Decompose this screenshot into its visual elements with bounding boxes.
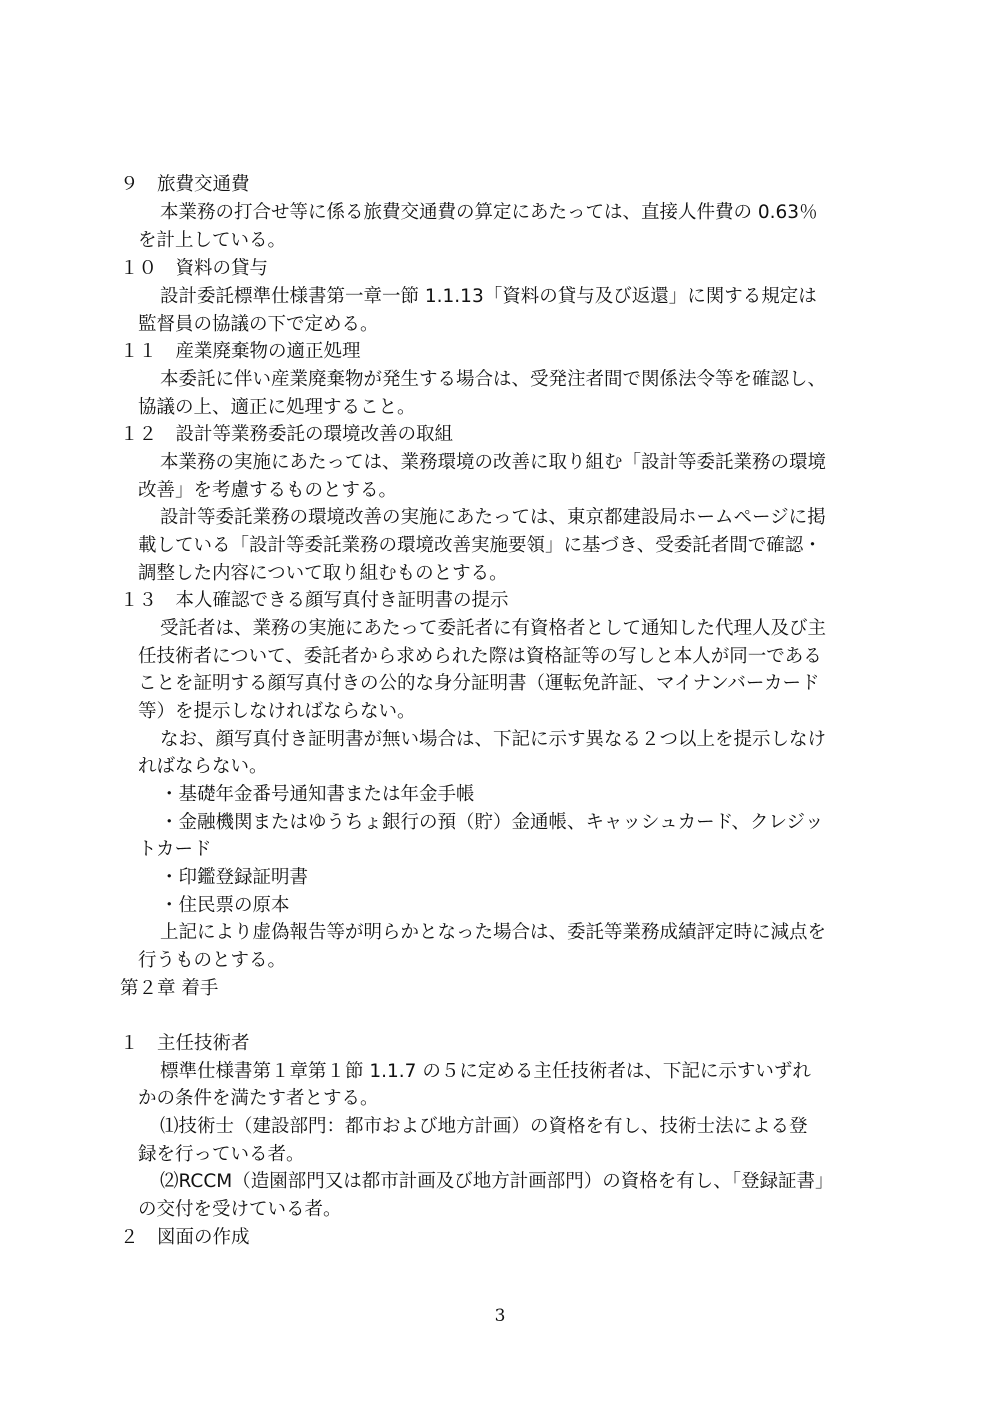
paragraph-line: 本業務の打合せ等に係る旅費交通費の算定にあたっては、直接人件費の 0.63％ xyxy=(160,202,818,223)
section-heading-12: １２ 設計等業務委託の環境改善の取組 xyxy=(120,424,454,445)
paragraph-line: を計上している。 xyxy=(138,230,287,251)
paragraph-line: の交付を受けている者。 xyxy=(138,1199,342,1220)
paragraph-line: 標準仕様書第１章第１節 1.1.7 の５に定める主任技術者は、下記に示すいずれ xyxy=(160,1061,811,1082)
bullet-item: ・住民票の原本 xyxy=(160,895,290,916)
paragraph-line: 載している「設計等委託業務の環境改善実施要領」に基づき、受委託者間で確認・ xyxy=(138,535,822,556)
bullet-item: ・印鑑登録証明書 xyxy=(160,867,309,888)
paragraph-line: 本業務の実施にあたっては、業務環境の改善に取り組む「設計等委託業務の環境 xyxy=(160,452,827,473)
paragraph-line: 改善」を考慮するものとする。 xyxy=(138,480,398,501)
section-heading-9: ９ 旅費交通費 xyxy=(120,174,250,195)
paragraph-line: かの条件を満たす者とする。 xyxy=(138,1088,379,1109)
paragraph-line: なお、顔写真付き証明書が無い場合は、下記に示す異なる２つ以上を提示しなけ xyxy=(160,729,827,750)
paragraph-line: 上記により虚偽報告等が明らかとなった場合は、委託等業務成績評定時に減点を xyxy=(160,922,827,943)
paragraph-line: ⑴技術士（建設部門：都市および地方計画）の資格を有し、技術士法による登 xyxy=(160,1116,808,1137)
paragraph-line: 設計委託標準仕様書第一章一節 1.1.13「資料の貸与及び返還」に関する規定は xyxy=(160,286,817,307)
paragraph-line: ことを証明する顔写真付きの公的な身分証明書（運転免許証、マイナンバーカード xyxy=(138,673,820,694)
bullet-item: ・基礎年金番号通知書または年金手帳 xyxy=(160,784,475,805)
section-heading-2: ２ 図面の作成 xyxy=(120,1227,250,1248)
paragraph-line: 監督員の協議の下で定める。 xyxy=(138,314,379,335)
paragraph-line: ればならない。 xyxy=(138,756,268,777)
paragraph-line: 行うものとする。 xyxy=(138,950,287,971)
paragraph-line: 任技術者について、委託者から求められた際は資格証等の写しと本人が同一である xyxy=(138,646,822,667)
bullet-item-continuation: トカード xyxy=(138,839,212,860)
paragraph-line: 録を行っている者。 xyxy=(138,1144,305,1165)
page-number: 3 xyxy=(494,1306,506,1326)
section-heading-11: １１ 産業廃棄物の適正処理 xyxy=(120,341,361,362)
paragraph-line: 協議の上、適正に処理すること。 xyxy=(138,397,416,418)
section-heading-10: １０ 資料の貸与 xyxy=(120,258,269,279)
paragraph-line: ⑵RCCM（造園部門又は都市計画及び地方計画部門）の資格を有し、「登録証書」 xyxy=(160,1171,834,1192)
section-heading-1: １ 主任技術者 xyxy=(120,1033,250,1054)
bullet-item: ・金融機関またはゆうちょ銀行の預（貯）金通帳、キャッシュカード、クレジッ xyxy=(160,812,824,833)
paragraph-line: 設計等委託業務の環境改善の実施にあたっては、東京都建設局ホームページに掲 xyxy=(160,507,826,528)
paragraph-line: 調整した内容について取り組むものとする。 xyxy=(138,563,508,584)
section-heading-13: １３ 本人確認できる顔写真付き証明書の提示 xyxy=(120,590,509,611)
paragraph-line: 受託者は、業務の実施にあたって委託者に有資格者として通知した代理人及び主 xyxy=(160,618,827,639)
chapter-heading: 第２章 着手 xyxy=(120,978,219,999)
paragraph-line: 等）を提示しなければならない。 xyxy=(138,701,416,722)
paragraph-line: 本委託に伴い産業廃棄物が発生する場合は、受発注者間で関係法令等を確認し、 xyxy=(160,369,827,390)
